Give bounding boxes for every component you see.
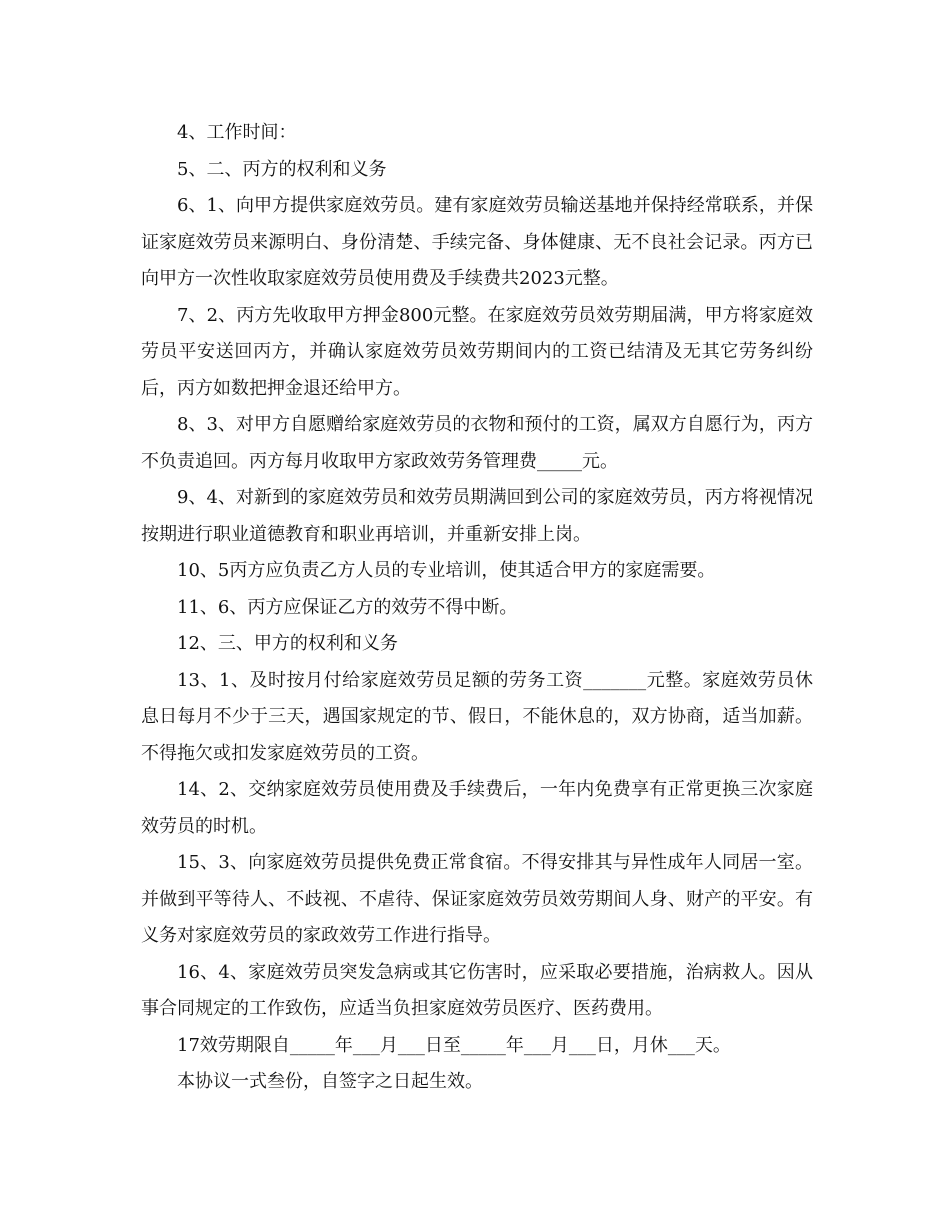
- paragraph-15: 15、3、向家庭效劳员提供免费正常食宿。不得安排其与异性成年人同居一室。并做到平等待人、不歧视、不虐待、保证家庭效劳员效劳期间人身、财产的平安。有义务对家庭效劳员的家政效劳工作进行指导。: [141, 852, 813, 946]
- paragraph-6: 6、1、向甲方提供家庭效劳员。建有家庭效劳员输送基地并保持经常联系，并保证家庭效劳员来源明白、身份清楚、手续完备、身体健康、无不良社会记录。丙方已向甲方一次性收取家庭效劳员使用费及手续费共2023元整。: [141, 195, 813, 289]
- paragraph-16: 16、4、家庭效劳员突发急病或其它伤害时，应采取必要措施，治病救人。因从事合同规定的工作致伤，应适当负担家庭效劳员医疗、医药费用。: [141, 961, 813, 1019]
- paragraph-7: 7、2、丙方先收取甲方押金800元整。在家庭效劳员效劳期届满，甲方将家庭效劳员平安送回丙方，并确认家庭效劳员效劳期间内的工资已结清及无其它劳务纠纷后，丙方如数把押金退还给甲方。: [141, 304, 813, 399]
- paragraph-4-work-time: 4、工作时间：: [177, 122, 297, 143]
- paragraph-10: 10、5丙方应负责乙方人员的专业培训，使其适合甲方的家庭需要。: [177, 560, 716, 581]
- paragraph-8: 8、3、对甲方自愿赠给家庭效劳员的衣物和预付的工资，属双方自愿行为，丙方不负责追回。丙方每月收取甲方家政效劳务管理费_____元。: [141, 414, 813, 472]
- paragraph-5-party-c-rights-heading: 5、二、丙方的权利和义务: [177, 158, 387, 180]
- paragraph-13: 13、1、及时按月付给家庭效劳员足额的劳务工资_______元整。家庭效劳员休息日每月不少于三天，遇国家规定的节、假日，不能休息的，双方协商，适当加薪。不得拖欠或扣发家庭效劳员的工资。: [141, 669, 813, 764]
- paragraph-17-service-period: 17效劳期限自_____年___月___日至_____年___月___日，月休___天。: [177, 1034, 731, 1056]
- paragraph-agreement-copies: 本协议一式叁份，自签字之日起生效。: [177, 1071, 483, 1092]
- paragraph-9: 9、4、对新到的家庭效劳员和效劳员期满回到公司的家庭效劳员，丙方将视情况按期进行职业道德教育和职业再培训，并重新安排上岗。: [141, 487, 813, 545]
- document-body: [141, 115, 813, 1101]
- paragraph-11: 11、6、丙方应保证乙方的效劳不得中断。: [177, 596, 518, 618]
- paragraph-14: 14、2、交纳家庭效劳员使用费及手续费后，一年内免费享有正常更换三次家庭效劳员的时机。: [141, 779, 813, 837]
- paragraph-12-party-a-rights-heading: 12、三、甲方的权利和义务: [177, 633, 398, 654]
